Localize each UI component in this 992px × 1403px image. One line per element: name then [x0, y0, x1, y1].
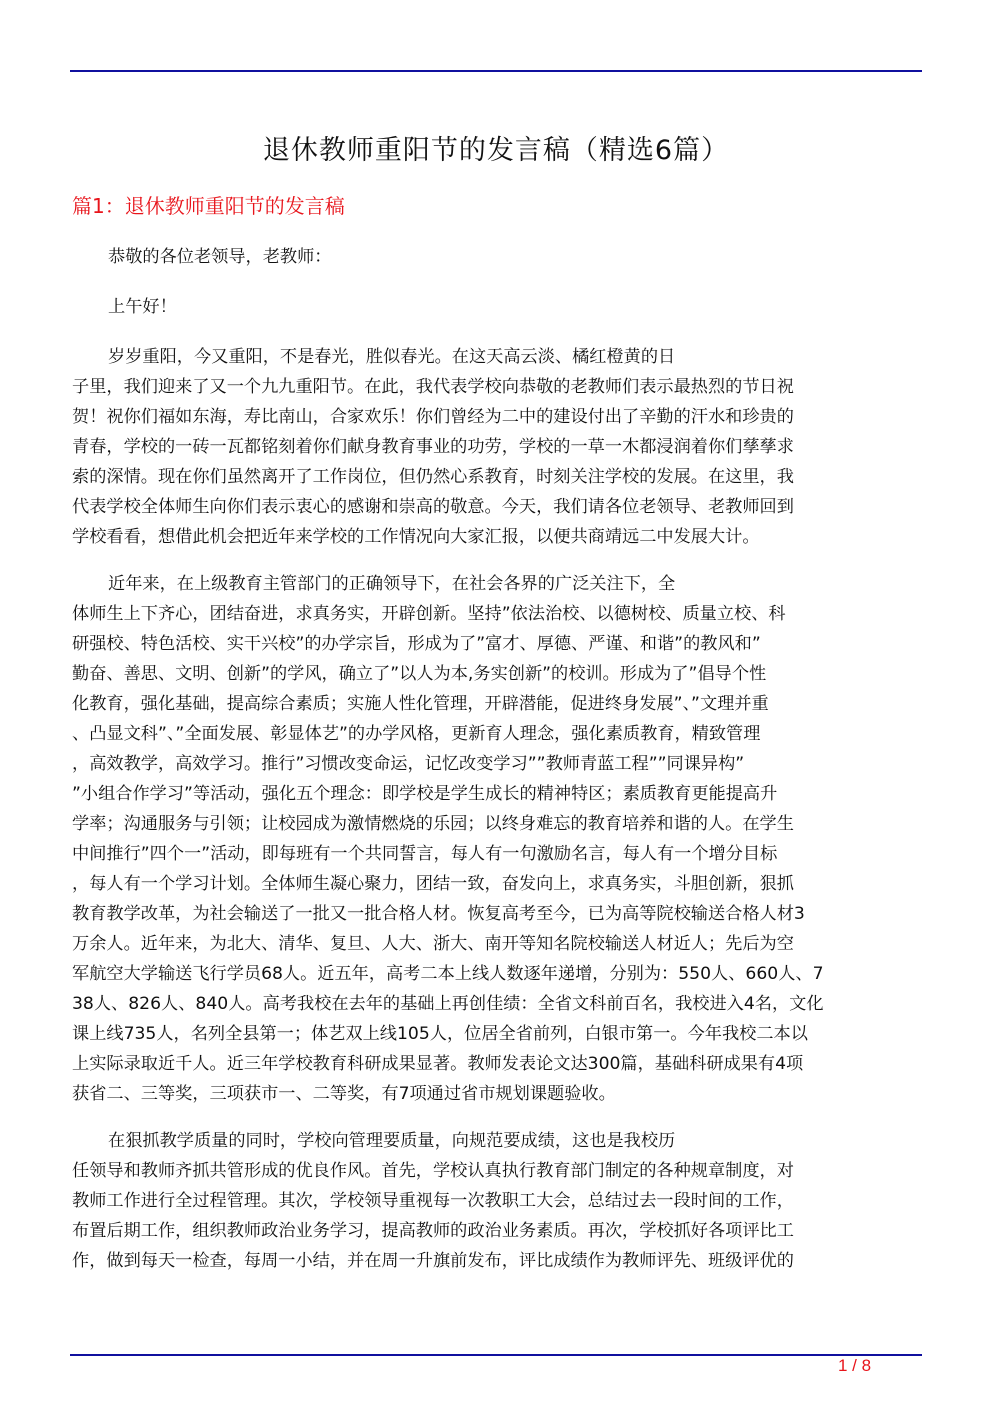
- document-title: 退休教师重阳节的发言稿（精选6篇）: [262, 135, 730, 166]
- paragraph-line: 代表学校全体师生向你们表示衷心的感谢和崇高的敬意。今天，我们请各位老领导、老教师回到: [72, 497, 794, 517]
- paragraph-line: 研强校、特色活校、实干兴校”的办学宗旨，形成为了”富才、厚德、严谨、和谐”的教风和”: [72, 634, 761, 654]
- paragraph-2: [72, 569, 922, 1109]
- paragraph-line: 获省二、三等奖，三项获市一、二等奖，有7项通过省市规划课题验收。: [72, 1084, 616, 1104]
- salutation: 恭敬的各位老领导，老教师：: [108, 247, 332, 267]
- paragraph-line: 子里，我们迎来了又一个九九重阳节。在此，我代表学校向恭敬的老教师们表示最热烈的节日祝: [72, 377, 794, 397]
- paragraph-line: 中间推行”四个一”活动，即每班有一个共同誓言，每人有一句激励名言，每人有一个增分目标: [72, 844, 778, 864]
- paragraph-line: 贺！祝你们福如东海，寿比南山，合家欢乐！你们曾经为二中的建设付出了辛勤的汗水和珍贵的: [72, 407, 794, 427]
- page-indicator: 1 / 8: [838, 1356, 872, 1375]
- paragraph-line: 任领导和教师齐抓共管形成的优良作风。首先，学校认真执行教育部门制定的各种规章制度，对: [72, 1161, 794, 1181]
- paragraph-line: 、凸显文科”、”全面发展、彰显体艺”的办学风格，更新育人理念，强化素质教育，精致管理: [72, 724, 761, 744]
- greeting: 上午好！: [108, 297, 177, 317]
- greeting-paragraph: [72, 292, 922, 322]
- paragraph-line: 勤奋、善思、文明、创新”的学风，确立了”以人为本,务实创新”的校训。形成为了”倡导个性: [72, 664, 767, 684]
- paragraph-line: 青春，学校的一砖一瓦都铭刻着你们献身教育事业的功劳，学校的一草一木都浸润着你们孳孳求: [72, 437, 794, 457]
- paragraph-line: ”小组合作学习”等活动，强化五个理念：即学校是学生成长的精神特区；素质教育更能提高升: [72, 784, 778, 804]
- paragraph-line: 化教育，强化基础，提高综合素质；实施人性化管理，开辟潜能，促进终身发展”、”文理并重: [72, 694, 769, 714]
- paragraph-line: 学率；沟通服务与引领；让校园成为激情燃烧的乐园；以终身难忘的教育培养和谐的人。在学生: [72, 814, 794, 834]
- paragraph-line: ，每人有一个学习计划。全体师生凝心聚力，团结一致，奋发向上，求真务实，斗胆创新，狠抓: [72, 874, 794, 894]
- header-rule: [70, 70, 922, 72]
- paragraph-1: [72, 342, 922, 552]
- paragraph-line: 教师工作进行全过程管理。其次，学校领导重视每一次教职工大会，总结过去一段时间的工作，: [72, 1191, 794, 1211]
- paragraph-line: 近年来，在上级教育主管部门的正确领导下，在社会各界的广泛关注下，全: [108, 574, 676, 594]
- paragraph-line: 体师生上下齐心，团结奋进，求真务实，开辟创新。坚持”依法治校、以德树校、质量立校、科: [72, 604, 786, 624]
- paragraph-line: 上实际录取近千人。近三年学校教育科研成果显著。教师发表论文达300篇，基础科研成果有4项: [72, 1054, 804, 1074]
- salutation-paragraph: [72, 242, 922, 272]
- section-heading: 篇1：退休教师重阳节的发言稿: [72, 194, 345, 218]
- paragraph-line: 军航空大学输送飞行学员68人。近五年，高考二本上线人数逐年递增，分别为：550人、660人、7: [72, 964, 824, 984]
- paragraph-3: [72, 1126, 922, 1276]
- paragraph-line: 在狠抓教学质量的同时，学校向管理要质量，向规范要成绩，这也是我校历: [108, 1131, 676, 1151]
- paragraph-line: 岁岁重阳，今又重阳，不是春光，胜似春光。在这天高云淡、橘红橙黄的日: [108, 347, 676, 367]
- paragraph-line: 38人、826人、840人。高考我校在去年的基础上再创佳绩：全省文科前百名，我校进入4名，文化: [72, 994, 824, 1014]
- paragraph-line: 万余人。近年来，为北大、清华、复旦、人大、浙大、南开等知名院校输送人材近人；先后为空: [72, 934, 794, 954]
- paragraph-line: 索的深情。现在你们虽然离开了工作岗位，但仍然心系教育，时刻关注学校的发展。在这里，我: [72, 467, 794, 487]
- paragraph-line: 教育教学改革，为社会输送了一批又一批合格人材。恢复高考至今，已为高等院校输送合格人材3: [72, 904, 805, 924]
- paragraph-line: 作，做到每天一检查，每周一小结，并在周一升旗前发布，评比成绩作为教师评先、班级评优的: [72, 1251, 794, 1271]
- footer-rule: [70, 1354, 922, 1356]
- paragraph-line: 课上线735人，名列全县第一；体艺双上线105人，位居全省前列，白银市第一。今年我校二本以: [72, 1024, 808, 1044]
- paragraph-line: 学校看看，想借此机会把近年来学校的工作情况向大家汇报，以便共商靖远二中发展大计。: [72, 527, 760, 547]
- paragraph-line: 布置后期工作，组织教师政治业务学习，提高教师的政治业务素质。再次，学校抓好各项评比工: [72, 1221, 794, 1241]
- paragraph-line: ，高效教学，高效学习。推行”习惯改变命运，记忆改变学习””教师青蓝工程””同课异构”: [72, 754, 745, 774]
